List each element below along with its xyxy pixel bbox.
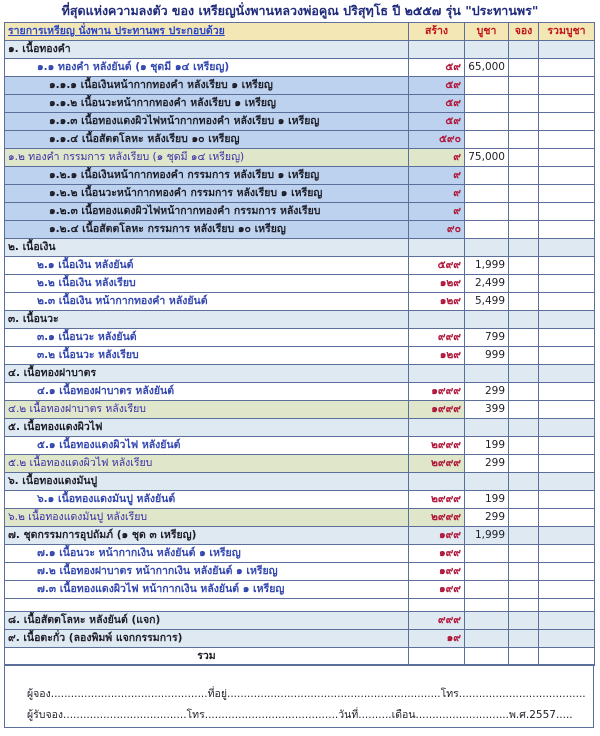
total-cell <box>539 527 595 545</box>
item-price <box>465 77 509 95</box>
item-name: ๒. เนื้อเงิน <box>5 239 409 257</box>
total-cell <box>539 347 595 365</box>
item-price: 399 <box>465 401 509 419</box>
item-quantity <box>409 41 465 59</box>
item-name: ๑.๑ ทองคำ หลังยันต์ (๑ ชุดมี ๑๔ เหรียญ) <box>5 59 409 77</box>
item-quantity: ๒๙๙๙ <box>409 437 465 455</box>
reserver-info-line: ผู้จอง...............................................ที่อยู่................................................................โทร...................................... <box>27 688 586 700</box>
total-cell <box>539 59 595 77</box>
item-name: รวม <box>5 648 409 666</box>
item-price: 1,999 <box>465 257 509 275</box>
total-cell <box>539 455 595 473</box>
item-name: ๗. ชุดกรรมการอุปถัมภ์ (๑ ชุด ๓ เหรียญ) <box>5 527 409 545</box>
reserve-cell <box>509 239 539 257</box>
item-name: ๙. เนื้อตะกั่ว (ลองพิมพ์ แจกกรรมการ) <box>5 630 409 648</box>
total-cell <box>539 630 595 648</box>
item-quantity: ๕๙ <box>409 59 465 77</box>
item-name: ๑.๒.๔ เนื้อสัตตโลหะ กรรมการ หลังเรียบ ๑๐ เหรียญ <box>5 221 409 239</box>
item-price <box>465 630 509 648</box>
total-cell <box>539 581 595 599</box>
reserve-cell <box>509 545 539 563</box>
reserve-cell <box>509 275 539 293</box>
table-row <box>5 59 595 77</box>
reserve-cell <box>509 221 539 239</box>
item-name: ๑.๒.๑ เนื้อเงินหน้ากากทองคำ กรรมการ หลังเรียบ ๑ เหรียญ <box>5 167 409 185</box>
table-row <box>5 563 595 581</box>
table-row <box>5 455 595 473</box>
table-row <box>5 293 595 311</box>
item-quantity: ๑๙๙๙ <box>409 401 465 419</box>
item-name: ๑.๑.๒ เนื้อนวะหน้ากากทองคำ หลังเรียบ ๑ เหรียญ <box>5 95 409 113</box>
item-name: ๕.๑ เนื้อทองแดงผิวไฟ หลังยันต์ <box>5 437 409 455</box>
reserve-cell <box>509 599 539 612</box>
total-cell <box>539 113 595 131</box>
item-name: ๗.๓ เนื้อทองแดงผิวไฟ หน้ากากเงิน หลังยันต์ ๑ เหรียญ <box>5 581 409 599</box>
item-price: 75,000 <box>465 149 509 167</box>
table-row <box>5 612 595 630</box>
total-cell <box>539 563 595 581</box>
item-name: ๑. เนื้อทองคำ <box>5 41 409 59</box>
reserve-cell <box>509 630 539 648</box>
item-price <box>465 185 509 203</box>
item-quantity: ๑๙๙ <box>409 527 465 545</box>
reserve-cell <box>509 401 539 419</box>
item-name: ๑.๑.๓ เนื้อทองแดงผิวไฟหน้ากากทองคำ หลังเรียบ ๑ เหรียญ <box>5 113 409 131</box>
item-price: 199 <box>465 491 509 509</box>
reserve-cell <box>509 59 539 77</box>
total-cell <box>539 185 595 203</box>
table-row <box>5 437 595 455</box>
item-price <box>465 203 509 221</box>
total-cell <box>539 167 595 185</box>
item-quantity: ๑๙๙ <box>409 563 465 581</box>
total-cell <box>539 473 595 491</box>
total-cell <box>539 149 595 167</box>
table-row <box>5 95 595 113</box>
total-cell <box>539 275 595 293</box>
total-cell <box>539 437 595 455</box>
item-price <box>465 311 509 329</box>
table-row <box>5 648 595 666</box>
table-row <box>5 509 595 527</box>
item-name: ๘. เนื้อสัตตโลหะ หลังยันต์ (แจก) <box>5 612 409 630</box>
item-name: ๓. เนื้อนวะ <box>5 311 409 329</box>
table-header-row <box>5 23 595 41</box>
item-quantity: ๒๙๙๙ <box>409 491 465 509</box>
reserve-cell <box>509 203 539 221</box>
receiver-info-line: ผู้รับจอง.....................................โทร........................................วันที่..........เดือน............................พ.ศ.2557..... <box>27 709 573 721</box>
table-row <box>5 41 595 59</box>
price-table <box>4 22 595 666</box>
reserve-cell <box>509 347 539 365</box>
item-quantity <box>409 311 465 329</box>
item-name: ๑.๑.๔ เนื้อสัตตโลหะ หลังเรียบ ๑๐ เหรียญ <box>5 131 409 149</box>
reserve-cell <box>509 365 539 383</box>
item-price: 199 <box>465 437 509 455</box>
item-name: ๗.๑ เนื้อนวะ หน้ากากเงิน หลังยันต์ ๑ เหรียญ <box>5 545 409 563</box>
total-cell <box>539 509 595 527</box>
reserve-cell <box>509 419 539 437</box>
item-name: ๔.๑ เนื้อทองฝาบาตร หลังยันต์ <box>5 383 409 401</box>
item-quantity: ๙๐ <box>409 221 465 239</box>
total-cell <box>539 77 595 95</box>
item-name: ๓.๒ เนื้อนวะ หลังเรียบ <box>5 347 409 365</box>
item-name: ๖.๒ เนื้อทองแดงมันปู หลังเรียบ <box>5 509 409 527</box>
item-price <box>465 599 509 612</box>
table-row <box>5 545 595 563</box>
total-cell <box>539 419 595 437</box>
table-row <box>5 131 595 149</box>
table-row <box>5 347 595 365</box>
item-name: ๑.๑.๑ เนื้อเงินหน้ากากทองคำ หลังเรียบ ๑ เหรียญ <box>5 77 409 95</box>
item-price <box>465 648 509 666</box>
total-cell <box>539 95 595 113</box>
reserve-cell <box>509 77 539 95</box>
total-cell <box>539 203 595 221</box>
item-price <box>465 563 509 581</box>
item-name: ๒.๑ เนื้อเงิน หลังยันต์ <box>5 257 409 275</box>
item-price <box>465 419 509 437</box>
table-row <box>5 365 595 383</box>
item-name: ๖. เนื้อทองแดงมันปู <box>5 473 409 491</box>
header-price: บูชา <box>465 23 509 41</box>
item-name: ๒.๓ เนื้อเงิน หน้ากากทองคำ หลังยันต์ <box>5 293 409 311</box>
item-quantity <box>409 648 465 666</box>
item-quantity: ๕๙ <box>409 77 465 95</box>
item-quantity: ๑๒๙ <box>409 347 465 365</box>
total-cell <box>539 131 595 149</box>
item-name: ๓.๑ เนื้อนวะ หลังยันต์ <box>5 329 409 347</box>
table-row <box>5 630 595 648</box>
item-quantity <box>409 473 465 491</box>
total-cell <box>539 383 595 401</box>
total-cell <box>539 648 595 666</box>
table-row <box>5 491 595 509</box>
item-price <box>465 167 509 185</box>
item-name: ๑.๒.๒ เนื้อนวะหน้ากากทองคำ กรรมการ หลังเรียบ ๑ เหรียญ <box>5 185 409 203</box>
reserve-cell <box>509 257 539 275</box>
item-price: 299 <box>465 509 509 527</box>
item-quantity: ๙ <box>409 167 465 185</box>
item-price <box>465 41 509 59</box>
item-quantity: ๑๒๙ <box>409 293 465 311</box>
item-quantity: ๙๙๙ <box>409 329 465 347</box>
reserve-cell <box>509 527 539 545</box>
table-row <box>5 527 595 545</box>
reserve-cell <box>509 149 539 167</box>
item-name: ๕.๒ เนื้อทองแดงผิวไฟ หลังเรียบ <box>5 455 409 473</box>
table-row <box>5 275 595 293</box>
reserve-cell <box>509 581 539 599</box>
item-price <box>465 365 509 383</box>
table-row <box>5 383 595 401</box>
item-quantity: ๒๙๙๙ <box>409 455 465 473</box>
header-item-list: รายการเหรียญ นั่งพาน ประทานพร ประกอบด้วย <box>5 23 409 41</box>
item-quantity: ๑๙๙ <box>409 581 465 599</box>
item-quantity <box>409 599 465 612</box>
total-cell <box>539 293 595 311</box>
reserve-cell <box>509 185 539 203</box>
header-total: รวมบูชา <box>539 23 595 41</box>
item-quantity <box>409 239 465 257</box>
item-price <box>465 131 509 149</box>
header-quantity: สร้าง <box>409 23 465 41</box>
item-name: ๑.๒.๓ เนื้อทองแดงผิวไฟหน้ากากทองคำ กรรมการ หลังเรียบ <box>5 203 409 221</box>
item-quantity: ๙๙๙ <box>409 612 465 630</box>
total-cell <box>539 599 595 612</box>
table-row <box>5 221 595 239</box>
item-quantity: ๕๙๐ <box>409 131 465 149</box>
reserve-cell <box>509 473 539 491</box>
table-row <box>5 329 595 347</box>
reserve-cell <box>509 509 539 527</box>
table-row <box>5 311 595 329</box>
item-quantity: ๙ <box>409 149 465 167</box>
item-price: 299 <box>465 455 509 473</box>
item-price: 2,499 <box>465 275 509 293</box>
reserve-cell <box>509 455 539 473</box>
item-quantity <box>409 365 465 383</box>
item-price <box>465 113 509 131</box>
item-quantity: ๑๙๙๙ <box>409 383 465 401</box>
table-row <box>5 581 595 599</box>
reserve-cell <box>509 612 539 630</box>
total-cell <box>539 221 595 239</box>
table-row <box>5 167 595 185</box>
item-quantity: ๑๙ <box>409 630 465 648</box>
reserve-cell <box>509 563 539 581</box>
item-name: ๔. เนื้อทองฝาบาตร <box>5 365 409 383</box>
item-price: 799 <box>465 329 509 347</box>
table-row <box>5 149 595 167</box>
item-quantity: ๙ <box>409 203 465 221</box>
total-cell <box>539 41 595 59</box>
table-row <box>5 257 595 275</box>
item-quantity: ๒๙๙๙ <box>409 509 465 527</box>
reserve-cell <box>509 491 539 509</box>
item-price: 1,999 <box>465 527 509 545</box>
item-name: ๖.๑ เนื้อทองแดงมันปู หลังยันต์ <box>5 491 409 509</box>
reserve-cell <box>509 437 539 455</box>
table-row <box>5 203 595 221</box>
item-quantity <box>409 419 465 437</box>
total-cell <box>539 329 595 347</box>
item-quantity: ๑๙๙ <box>409 545 465 563</box>
item-quantity: ๕๙๙ <box>409 257 465 275</box>
item-price <box>465 545 509 563</box>
item-price <box>465 473 509 491</box>
item-name: ๒.๒ เนื้อเงิน หลังเรียบ <box>5 275 409 293</box>
item-name <box>5 599 409 612</box>
item-price: 5,499 <box>465 293 509 311</box>
reserve-cell <box>509 113 539 131</box>
table-row <box>5 401 595 419</box>
table-row <box>5 113 595 131</box>
table-row <box>5 77 595 95</box>
reserve-cell <box>509 293 539 311</box>
table-row <box>5 599 595 612</box>
total-cell <box>539 239 595 257</box>
reserve-cell <box>509 383 539 401</box>
item-quantity: ๕๙ <box>409 95 465 113</box>
total-cell <box>539 365 595 383</box>
table-row <box>5 239 595 257</box>
item-price: 999 <box>465 347 509 365</box>
item-name: ๑.๒ ทองคำ กรรมการ หลังเรียบ (๑ ชุดมี ๑๔ เหรียญ) <box>5 149 409 167</box>
total-cell <box>539 257 595 275</box>
table-row <box>5 473 595 491</box>
total-cell <box>539 401 595 419</box>
header-reserve: จอง <box>509 23 539 41</box>
item-price: 299 <box>465 383 509 401</box>
page-title: ที่สุดแห่งความลงตัว ของ เหรียญนั่งพานหลวงพ่อคูณ ปริสุทฺโธ ปี ๒๕๕๗ รุ่น "ประทานพร" <box>61 3 539 18</box>
item-price <box>465 221 509 239</box>
item-quantity: ๕๙ <box>409 113 465 131</box>
reserve-cell <box>509 329 539 347</box>
item-name: ๔.๒ เนื้อทองฝาบาตร หลังเรียบ <box>5 401 409 419</box>
item-price <box>465 612 509 630</box>
reserve-cell <box>509 167 539 185</box>
item-price: 65,000 <box>465 59 509 77</box>
reserve-cell <box>509 131 539 149</box>
reserve-cell <box>509 95 539 113</box>
item-price <box>465 239 509 257</box>
item-quantity: ๑๒๙ <box>409 275 465 293</box>
item-name: ๗.๒ เนื้อทองฝาบาตร หน้ากากเงิน หลังยันต์ ๑ เหรียญ <box>5 563 409 581</box>
total-cell <box>539 545 595 563</box>
total-cell <box>539 491 595 509</box>
total-cell <box>539 311 595 329</box>
table-row <box>5 185 595 203</box>
item-name: ๕. เนื้อทองแดงผิวไฟ <box>5 419 409 437</box>
table-row <box>5 419 595 437</box>
item-price <box>465 95 509 113</box>
reserve-cell <box>509 648 539 666</box>
order-form <box>4 664 594 728</box>
total-cell <box>539 612 595 630</box>
item-quantity: ๙ <box>409 185 465 203</box>
item-price <box>465 581 509 599</box>
reserve-cell <box>509 41 539 59</box>
reserve-cell <box>509 311 539 329</box>
